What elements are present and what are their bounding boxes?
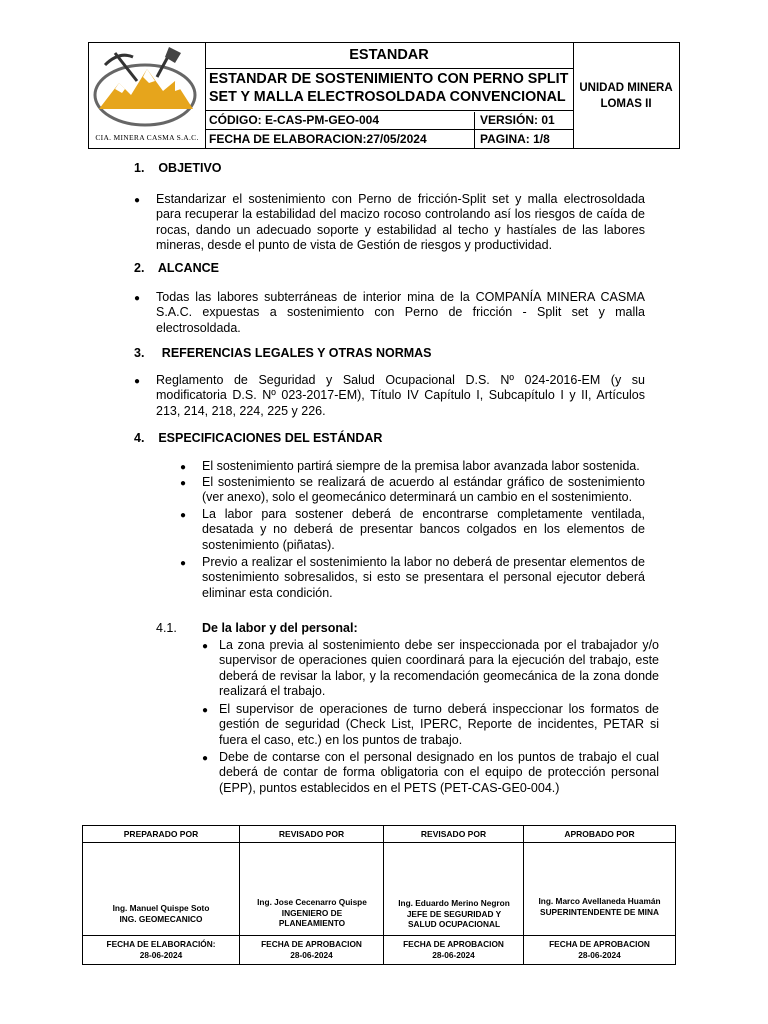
column-header: PREPARADO POR: [83, 826, 239, 843]
date-value: 28-06-2024: [578, 949, 621, 960]
section-referencias-text: Reglamento de Seguridad y Salud Ocupacional D.S. Nº 024-2016-EM (y su modificatoria D.S. Nº 023-2017-EM), Título IV Capítulo I, Subcapítulo I y II, Artículos 213, 214, 218, 224, 225 y 226.: [156, 373, 645, 418]
signature-block: [384, 843, 523, 936]
mountain-logo-icon: [89, 43, 205, 133]
section-alcance-text: Todas las labores subterráneas de interior mina de la COMPANÍA MINERA CASMA S.A.C. expuestas a sostenimiento con Perno de fricción - Split set y malla electrosoldada.: [156, 290, 645, 335]
labor-item: El supervisor de operaciones de turno deberá inspeccionar los formatos de gestión de seguridad (Check List, IPERC, Reporte de incidentes, PETAR si fuera el caso, etc.) en los puntos de trabajo.: [219, 702, 659, 747]
date-value: 28-06-2024: [290, 949, 333, 960]
company-logo: [89, 43, 206, 148]
logo-caption: CIA. MINERA CASMA S.A.C.: [95, 133, 199, 142]
signer-role: INGENIERO DE PLANEAMIENTO: [278, 907, 346, 928]
signature-block: [240, 843, 383, 936]
spec-item: Previo a realizar el sostenimiento la labor no deberá de presentar elementos de sostenimiento sobresalidos, si esto se presentara el personal ejecutor deberá eliminar esta condición.: [202, 555, 645, 600]
signer-role: JEFE DE SEGURIDAD Y SALUD OCUPACIONAL: [406, 908, 502, 929]
approval-column-reviewed-2: [384, 826, 524, 964]
date-block: [384, 936, 523, 964]
signer-role: ING. GEOMECANICO: [119, 913, 203, 924]
signer-name: Ing. Jose Cecenarro Quispe: [257, 897, 367, 907]
section-objetivo-text: Estandarizar el sostenimiento con Perno de fricción-Split set y malla electrosoldada para recuperar la estabilidad del macizo rocoso controlando así los riesgos de caída de rocas, dando un adecuado soporte y estabilidad al techo y hastíales de las labores mineras, desde el punto de vista de Gestión de riesgos y productividad.: [156, 192, 645, 252]
code-row: [205, 112, 573, 130]
date-label: FECHA DE APROBACION: [403, 939, 504, 949]
doc-code: CÓDIGO: E-CAS-PM-GEO-004: [205, 112, 475, 129]
approval-table: [82, 825, 676, 965]
column-header: REVISADO POR: [384, 826, 523, 843]
document-header: [88, 42, 680, 149]
date-value: 28-06-2024: [432, 949, 475, 960]
subsection-title: De la labor y del personal:: [202, 621, 358, 635]
section-especificaciones-title: 4. ESPECIFICACIONES DEL ESTÁNDAR: [134, 431, 383, 445]
doc-title: ESTANDAR DE SOSTENIMIENTO CON PERNO SPLIT SET Y MALLA ELECTROSOLDADA CONVENCIONAL: [205, 69, 573, 111]
date-block: [83, 936, 239, 964]
subsection-number: 4.1.: [156, 621, 177, 635]
bullet-icon: ●: [180, 510, 187, 521]
bullet-icon: ●: [134, 195, 141, 206]
labor-item: La zona previa al sostenimiento debe ser inspeccionada por el trabajador y/o supervisor de operaciones quien coordinará para la ejecución del trabajo, este deberá de revisar la labor, y la recomendación geomecánica de la zona donde realizará el trabajo.: [219, 638, 659, 698]
doc-date: FECHA DE ELABORACION:27/05/2024: [205, 130, 475, 148]
bullet-icon: ●: [202, 753, 209, 764]
labor-item: Debe de contarse con el personal designado en los puntos de trabajo el cual deberá de contar de forma obligatoria con el equipo de protección personal (EPP), puntos establecidos en el PETS (PET-CAS-GE0-004.): [219, 750, 659, 795]
spec-item: El sostenimiento se realizará de acuerdo al estándar gráfico de sostenimiento (ver anexo), solo el geomecánico determinará un cambio en el sostenimiento.: [202, 475, 645, 505]
approval-column-approved: [524, 826, 675, 964]
signer-role: SUPERINTENDENTE DE MINA: [540, 906, 659, 917]
bullet-icon: ●: [180, 558, 187, 569]
signer-name: Ing. Manuel Quispe Soto: [112, 903, 210, 913]
spec-item: La labor para sostener deberá de encontrarse completamente ventilada, desatada y no deberá de presentar bancos colgados en los elementos de sostenimiento (piñatas).: [202, 507, 645, 552]
approval-column-reviewed-1: [240, 826, 384, 964]
date-block: [240, 936, 383, 964]
signature-block: [524, 843, 675, 936]
doc-type: ESTANDAR: [205, 43, 573, 69]
mining-unit: UNIDAD MINERA LOMAS II: [579, 81, 673, 110]
section-referencias-title: 3. REFERENCIAS LEGALES Y OTRAS NORMAS: [134, 346, 432, 360]
bullet-icon: ●: [202, 641, 209, 652]
column-header: APROBADO POR: [524, 826, 675, 843]
doc-page: PAGINA: 1/8: [480, 132, 550, 146]
bullet-icon: ●: [202, 705, 209, 716]
doc-version: VERSIÓN: 01: [480, 113, 555, 127]
date-label: FECHA DE APROBACION: [261, 939, 362, 949]
date-label: FECHA DE APROBACION: [549, 939, 650, 949]
date-label: FECHA DE ELABORACIÓN:: [106, 939, 216, 949]
header-middle: [205, 43, 574, 148]
signer-name: Ing. Marco Avellaneda Huamán: [538, 896, 661, 906]
bullet-icon: ●: [180, 478, 187, 489]
spec-item: El sostenimiento partirá siempre de la premisa labor avanzada labor sostenida.: [202, 459, 640, 473]
bullet-icon: ●: [180, 462, 187, 473]
section-objetivo-title: 1. OBJETIVO: [134, 161, 222, 175]
bullet-icon: ●: [134, 293, 141, 304]
column-header: REVISADO POR: [240, 826, 383, 843]
signer-name: Ing. Eduardo Merino Negron: [398, 898, 510, 908]
section-alcance-title: 2. ALCANCE: [134, 261, 219, 275]
date-block: [524, 936, 675, 964]
date-row: [205, 130, 573, 148]
bullet-icon: ●: [134, 376, 141, 387]
approval-column-prepared: [83, 826, 240, 964]
signature-block: [83, 843, 239, 936]
date-value: 28-06-2024: [139, 949, 183, 960]
